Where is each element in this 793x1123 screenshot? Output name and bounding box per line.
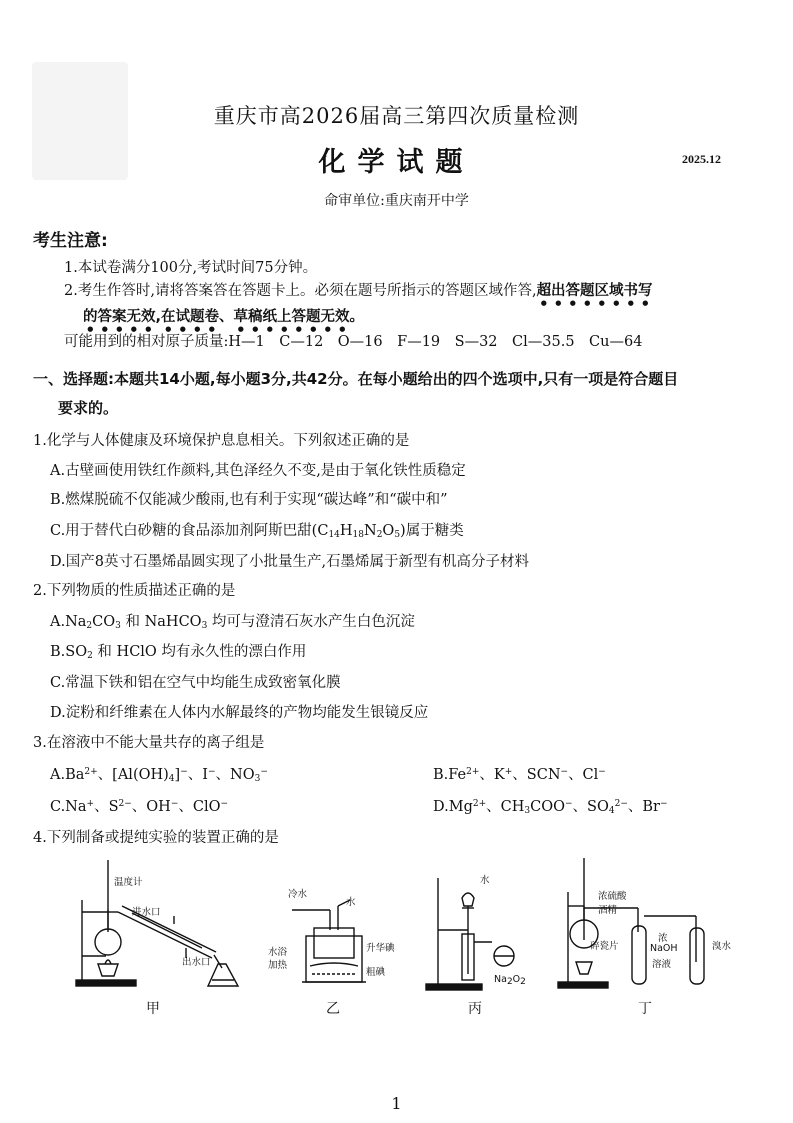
atomic-masses: 可能用到的相对原子质量:H—1 C—12 O—16 F—19 S—32 Cl—35.5 Cu—64 — [64, 334, 643, 350]
q3-option-a: $A.Ba^{2+}$、$[Al(OH)_4]^-$、I−、$NO_3^-$ — [50, 767, 268, 784]
exam-title: 重庆市高2026届高三第四次质量检测 — [213, 104, 580, 128]
sublimation-apparatus-drawing — [262, 882, 412, 992]
label-water: 水 — [346, 897, 356, 908]
notice-item-2-line2: 的答案无效,在试题卷、草稿纸上答题无效。 — [83, 309, 365, 325]
notice-item-1: 1.本试卷满分100分,考试时间75分钟。 — [64, 260, 318, 276]
section-heading: 一、选择题:本题共14小题,每小题3分,共42分。在每小题给出的四个选项中,只有一项是符合题目 — [33, 370, 679, 388]
label-solution: 溶液 — [652, 959, 672, 970]
q2-option-a: $A.Na_2CO_3$ 和 NaHCO$_3$ 均可与澄清石灰水产生白色沉淀 — [50, 614, 415, 631]
label-bromine-water: 溴水 — [712, 941, 732, 952]
q2-option-c: C.常温下铁和铝在空气中均能生成致密氧化膜 — [50, 675, 341, 691]
figure-label-jia: 甲 — [146, 1001, 160, 1017]
label-thermometer: 温度计 — [114, 877, 143, 888]
q3-option-d: $D.Mg^{2+}$、$CH_3COO^-$、$SO_4^{2-}$、Br− — [433, 799, 668, 816]
label-sublimed-iodine: 升华碘 — [366, 943, 395, 954]
label-porcelain-chips: 碎瓷片 — [590, 941, 619, 952]
distillation-apparatus-drawing — [62, 852, 247, 992]
q1-stem: 1.化学与人体健康及环境保护息息相关。下列叙述正确的是 — [33, 433, 410, 449]
subject-title: 化学试题 — [318, 147, 475, 178]
figure-bing — [422, 870, 562, 992]
label-heating: 加热 — [268, 960, 288, 971]
label-bath: 水浴 — [268, 947, 288, 958]
q4-stem: 4.下列制备或提纯实验的装置正确的是 — [33, 830, 279, 846]
q1-option-b: B.燃煤脱硫不仅能减少酸雨,也有利于实现“碳达峰”和“碳中和” — [50, 492, 448, 508]
label-alcohol: 酒精 — [598, 905, 618, 916]
notice-item-2-line1: 2.考生作答时,请将答案答在答题卡上。必须在题号所指示的答题区域作答,超出答题区域书写 — [64, 283, 653, 299]
label-naoh: NaOH — [650, 943, 678, 954]
q1-option-a: A.古壁画使用铁红作颜料,其色泽经久不变,是由于氧化铁性质稳定 — [50, 463, 466, 479]
label-conc: 浓 — [658, 933, 668, 944]
label-water: 水 — [480, 875, 490, 886]
q2-option-d: D.淀粉和纤维素在人体内水解最终的产物均能发生银镜反应 — [50, 705, 429, 721]
page-number: 1 — [391, 1094, 402, 1113]
q3-option-b: $B.Fe^{2+}$、K+、SCN−、Cl− — [433, 767, 606, 783]
apparatus-figures — [62, 852, 762, 1027]
exam-organizer: 命审单位:重庆南开中学 — [324, 193, 469, 209]
ethylene-apparatus-drawing — [554, 852, 762, 992]
notice-heading: 考生注意: — [33, 231, 108, 251]
exam-date: 2025.12 — [682, 152, 721, 166]
q3-stem: 3.在溶液中不能大量共存的离子组是 — [33, 735, 265, 751]
q3-option-c: C.Na+、$S^{2-}$、OH−、ClO− — [50, 799, 229, 815]
label-crude-iodine: 粗碘 — [366, 967, 386, 978]
figure-label-bing: 丙 — [468, 1001, 482, 1017]
label-cold-water: 冷水 — [288, 889, 308, 900]
figure-ding — [554, 852, 762, 992]
label-sodium-peroxide: $Na_2O_2$ — [494, 974, 526, 987]
emphasis-text: 的答案无效 — [83, 309, 156, 325]
section-heading-cont: 要求的。 — [58, 399, 119, 417]
label-conc-sulfuric-acid: 浓硫酸 — [598, 891, 627, 902]
emphasis-text: 在试题卷、草稿纸上答题无效 — [161, 309, 350, 325]
gas-generation-apparatus-drawing — [422, 870, 562, 992]
figure-label-ding: 丁 — [638, 1001, 652, 1017]
q1-option-d: D.国产8英寸石墨烯晶圆实现了小批量生产,石墨烯属于新型有机高分子材料 — [50, 554, 530, 570]
figure-label-yi: 乙 — [326, 1001, 340, 1017]
q2-option-b: $B.SO_2$ 和 HClO 均有永久性的漂白作用 — [50, 644, 307, 661]
q1-option-c: C.用于替代白砂糖的食品添加剂阿斯巴甜$(C_{14}H_{18}N_2O_5)$属于糖类 — [50, 523, 464, 540]
figure-jia — [62, 852, 247, 992]
label-water-out: 出水口 — [182, 957, 211, 968]
figure-yi — [262, 882, 412, 992]
emphasis-text: 超出答题区域书写 — [536, 283, 653, 299]
q2-stem: 2.下列物质的性质描述正确的是 — [33, 583, 236, 599]
label-water-in: 进水口 — [132, 907, 161, 918]
